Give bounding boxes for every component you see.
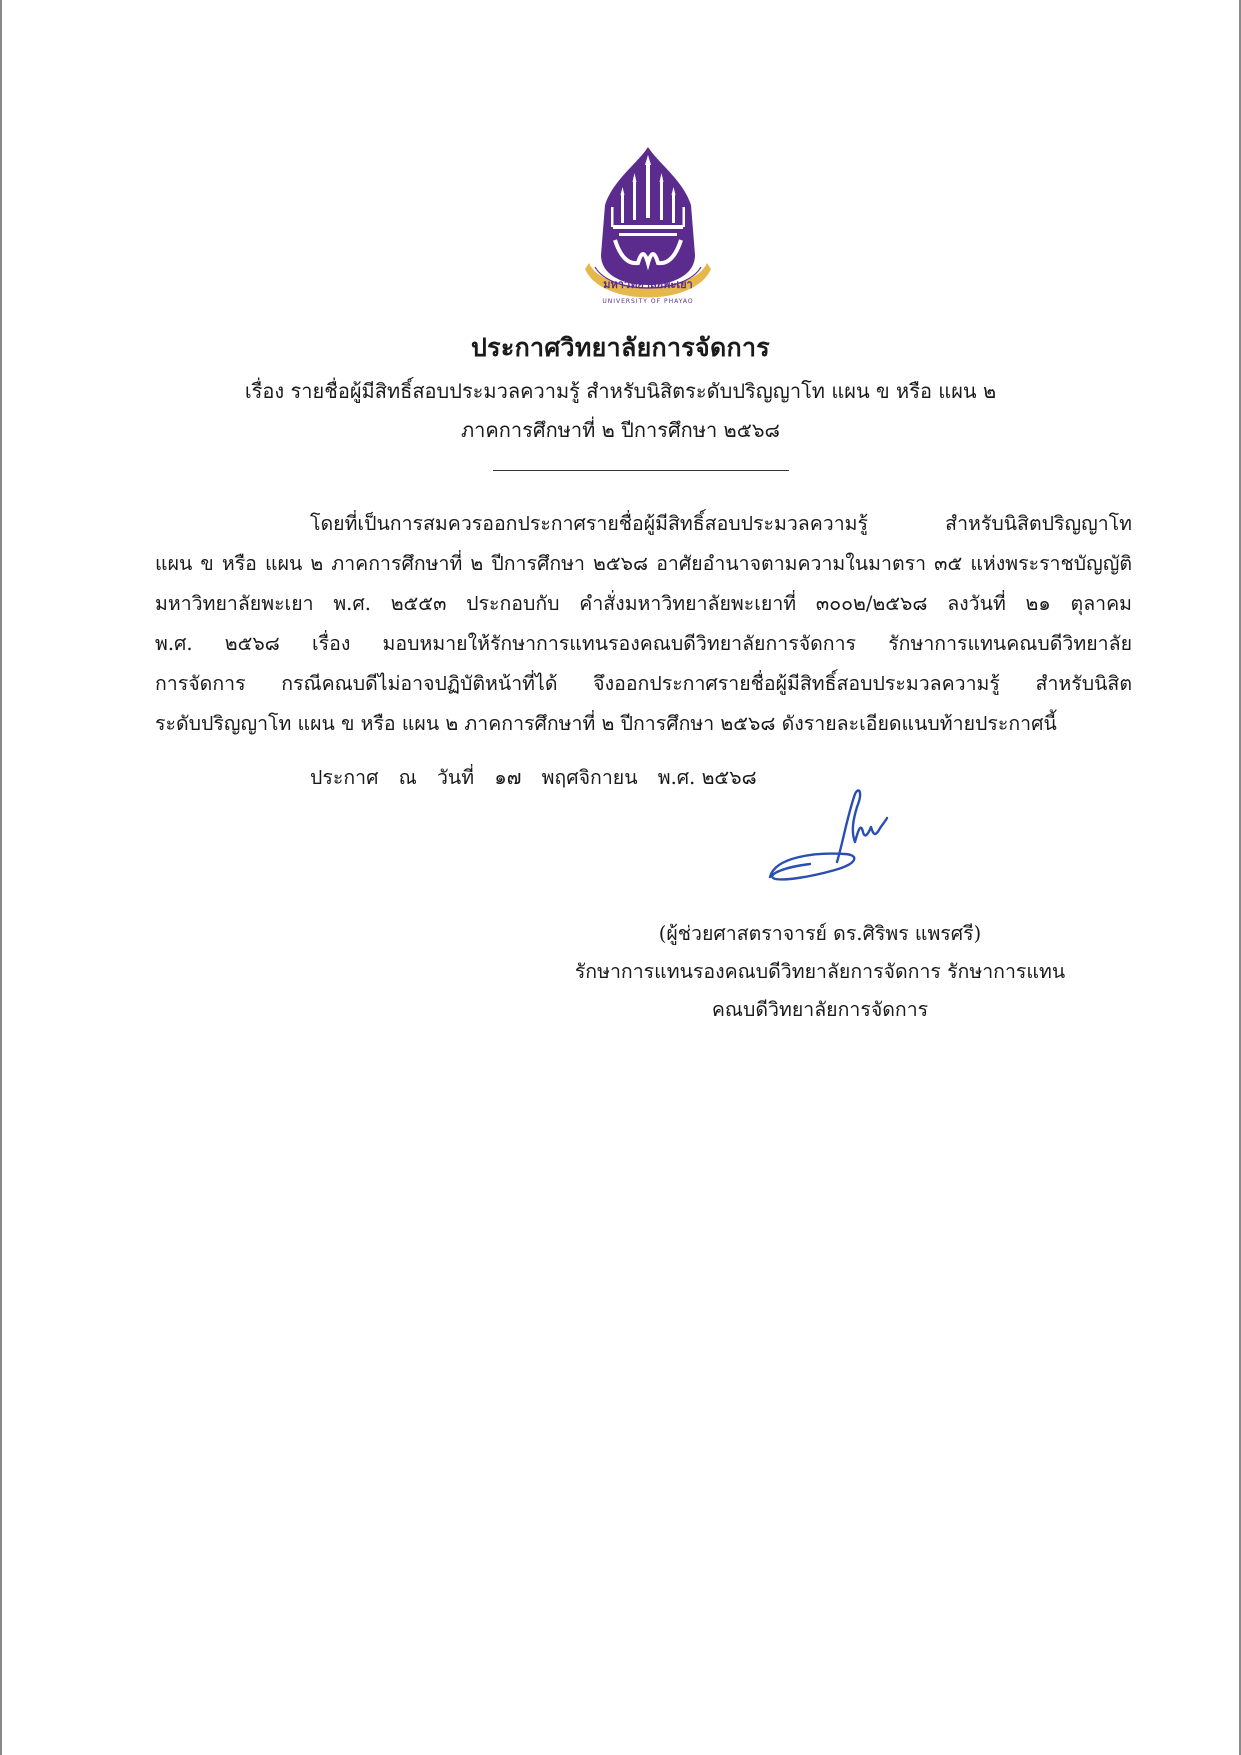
logo-thai-text: มหาวิทยาลัยพะเยา xyxy=(603,278,693,291)
signatory-name: (ผู้ช่วยศาสตราจารย์ ดร.ศิริพร แพรศรี) xyxy=(658,922,982,945)
body-paragraph-line: แผน ข หรือ แผน ๒ ภาคการศึกษาที่ ๒ ปีการศึกษา ๒๕๖๘ อาศัยอำนาจตามความในมาตรา ๓๕ แห่งพระราชบัญญัติ xyxy=(155,552,1132,575)
header-divider xyxy=(493,470,789,471)
body-paragraph-line: มหาวิทยาลัยพะเยา พ.ศ. ๒๕๕๓ ประกอบกับ คำสั่งมหาวิทยาลัยพะเยาที่ ๓๐๐๒/๒๕๖๘ ลงวันที่ ๒๑ ตุลาคม xyxy=(155,592,1132,615)
academic-term: ภาคการศึกษาที่ ๒ ปีการศึกษา ๒๕๖๘ xyxy=(461,418,780,442)
announce-day: ๑๗ xyxy=(494,766,522,789)
announce-prefix: ประกาศ xyxy=(310,766,379,789)
announcement-date xyxy=(310,762,771,793)
body-paragraph-line: โดยที่เป็นการสมควรออกประกาศรายชื่อผู้มีสิทธิ์สอบประมวลความรู้ สำหรับนิสิตปริญญาโท xyxy=(310,512,1132,535)
body-paragraph-line: พ.ศ. ๒๕๖๘ เรื่อง มอบหมายให้รักษาการแทนรองคณบดีวิทยาลัยการจัดการ รักษาการแทนคณบดีวิทยาลัย xyxy=(155,632,1132,655)
body-paragraph-line: การจัดการ กรณีคณบดีไม่อาจปฏิบัติหน้าที่ได้ จึงออกประกาศรายชื่อผู้มีสิทธิ์สอบประมวลความรู้ สำหรับนิสิต xyxy=(155,672,1132,695)
document-subject: เรื่อง รายชื่อผู้มีสิทธิ์สอบประมวลความรู้ สำหรับนิสิตระดับปริญญาโท แผน ข หรือ แผน ๒ xyxy=(244,379,997,403)
logo-english-text: UNIVERSITY OF PHAYAO xyxy=(602,298,694,305)
announce-at: ณ xyxy=(398,766,417,789)
signatory-position: รักษาการแทนรองคณบดีวิทยาลัยการจัดการ รักษาการแทน xyxy=(574,960,1066,983)
university-logo xyxy=(583,145,713,315)
announce-month: พฤศจิกายน xyxy=(541,766,638,789)
handwritten-signature xyxy=(765,782,915,892)
signatory-position: คณบดีวิทยาลัยการจัดการ xyxy=(711,998,929,1021)
body-paragraph-line: ระดับปริญญาโท แผน ข หรือ แผน ๒ ภาคการศึกษาที่ ๒ ปีการศึกษา ๒๕๖๘ ดังรายละเอียดแนบท้ายประกาศนี้ xyxy=(155,712,1057,735)
page-edge-left xyxy=(0,0,2,1755)
announce-year: พ.ศ. ๒๕๖๘ xyxy=(657,766,757,789)
announce-date-label: วันที่ xyxy=(436,766,475,789)
document-title: ประกาศวิทยาลัยการจัดการ xyxy=(470,333,771,362)
